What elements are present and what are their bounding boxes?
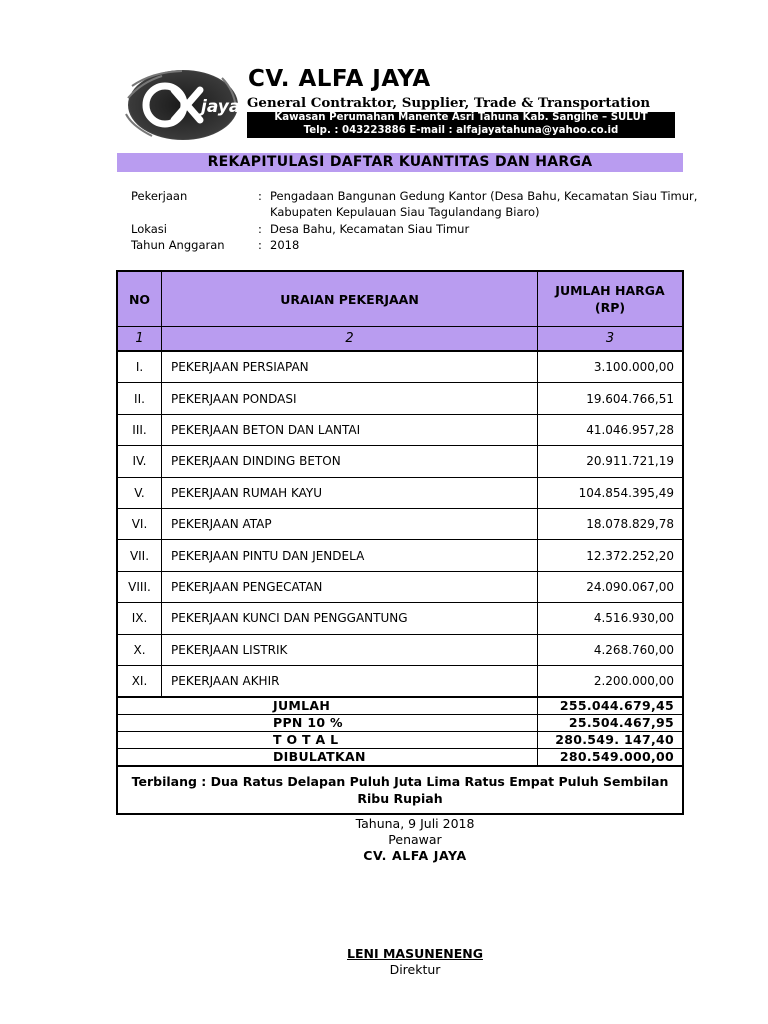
- signature-role: Penawar: [388, 832, 442, 847]
- header-no: NO: [118, 272, 162, 326]
- row-description: PEKERJAAN PENGECATAN: [162, 572, 538, 602]
- row-description: PEKERJAAN RUMAH KAYU: [162, 478, 538, 508]
- row-description: PEKERJAAN DINDING BETON: [162, 446, 538, 476]
- row-number: VI.: [118, 509, 162, 539]
- info-value-line: Pengadaan Bangunan Gedung Kantor (Desa Bahu, Kecamatan Siau Timur,: [270, 189, 698, 203]
- row-number: III.: [118, 415, 162, 445]
- row-amount: 104.854.395,49: [578, 485, 674, 500]
- info-colon: :: [258, 238, 262, 252]
- table-row: [118, 352, 682, 383]
- table-row: [118, 478, 682, 509]
- table-body: [118, 352, 682, 698]
- table-row: [118, 635, 682, 666]
- company-name: CV. ALFA JAYA: [248, 66, 431, 92]
- signature-place-date: Tahuna, 9 Juli 2018: [355, 816, 475, 831]
- summary-amount: 25.504.467,95: [568, 715, 674, 731]
- info-label: Lokasi: [131, 222, 167, 236]
- row-number: IV.: [118, 446, 162, 476]
- row-description: PEKERJAAN PINTU DAN JENDELA: [162, 540, 538, 570]
- summary-amount: 280.549. 147,40: [555, 732, 674, 748]
- info-row-pekerjaan: [131, 188, 698, 221]
- row-description: PEKERJAAN KUNCI DAN PENGGANTUNG: [162, 603, 538, 633]
- row-description: PEKERJAAN AKHIR: [162, 666, 538, 696]
- row-number: XI.: [118, 666, 162, 696]
- info-label: Tahun Anggaran: [131, 238, 225, 252]
- row-amount: 4.268.760,00: [593, 642, 674, 657]
- header-jumlah: [538, 272, 682, 326]
- signature-company: CV. ALFA JAYA: [363, 848, 467, 863]
- header-jumlah-line: (RP): [594, 300, 626, 315]
- summary-row: [118, 715, 682, 732]
- signatory-name: LENI MASUNENENG: [347, 946, 483, 961]
- table-row: [118, 509, 682, 540]
- row-amount: 12.372.252,20: [586, 548, 674, 563]
- summary-amount: 255.044.679,45: [559, 698, 674, 714]
- info-value: [270, 188, 698, 220]
- info-row-tahun: [131, 237, 691, 253]
- info-label: Pekerjaan: [131, 189, 188, 203]
- summary-row: [118, 698, 682, 715]
- row-number: IX.: [118, 603, 162, 633]
- summary-label: DIBULATKAN: [118, 749, 538, 765]
- table-row: [118, 572, 682, 603]
- address-line: Kawasan Perumahan Manente Asri Tahuna Kab. Sangihe – SULUT: [274, 112, 648, 123]
- row-amount: 24.090.067,00: [586, 579, 674, 594]
- column-numbers: [118, 327, 682, 352]
- row-description: PEKERJAAN PONDASI: [162, 383, 538, 413]
- signatory-title: Direktur: [389, 962, 441, 977]
- row-description: PEKERJAAN PERSIAPAN: [162, 352, 538, 382]
- summary-label: PPN 10 %: [118, 715, 538, 731]
- row-amount: 3.100.000,00: [593, 360, 674, 375]
- table-row: [118, 446, 682, 477]
- row-amount: 2.200.000,00: [593, 674, 674, 689]
- contact-line: Telp. : 043223886 E-mail : alfajayatahuna@yahoo.co.id: [303, 124, 619, 136]
- document-title: REKAPITULASI DAFTAR KUANTITAS DAN HARGA: [117, 153, 683, 172]
- summary-row: [118, 749, 682, 765]
- header-jumlah-line: JUMLAH HARGA: [555, 283, 665, 298]
- info-colon: :: [258, 189, 262, 203]
- header-uraian: URAIAN PEKERJAAN: [162, 272, 538, 326]
- table-row: [118, 603, 682, 634]
- row-description: PEKERJAAN LISTRIK: [162, 635, 538, 665]
- info-colon: :: [258, 222, 262, 236]
- table-row: [118, 666, 682, 696]
- summary-label: JUMLAH: [118, 698, 538, 714]
- column-number: 1: [118, 327, 162, 350]
- svg-text:jaya: jaya: [201, 97, 240, 117]
- info-row-lokasi: [131, 221, 691, 237]
- company-logo: [122, 68, 240, 142]
- table-row: [118, 415, 682, 446]
- table-row: [118, 540, 682, 571]
- row-description: PEKERJAAN BETON DAN LANTAI: [162, 415, 538, 445]
- company-tagline: General Contraktor, Supplier, Trade & Transportation: [247, 95, 651, 111]
- summary-row: [118, 732, 682, 749]
- row-number: X.: [118, 635, 162, 665]
- row-amount: 18.078.829,78: [586, 517, 674, 532]
- column-number: 3: [605, 331, 615, 346]
- table-header: [118, 272, 682, 327]
- table-summary: [118, 698, 682, 767]
- row-description: PEKERJAAN ATAP: [162, 509, 538, 539]
- row-number: V.: [118, 478, 162, 508]
- project-info: [131, 188, 698, 253]
- row-amount: 4.516.930,00: [593, 611, 674, 626]
- info-value: 2018: [270, 238, 300, 252]
- terbilang: Terbilang : Dua Ratus Delapan Puluh Juta Lima Ratus Empat Puluh Sembilan Ribu Rupiah: [131, 774, 669, 807]
- column-number: 2: [162, 327, 538, 350]
- row-amount: 41.046.957,28: [586, 422, 674, 437]
- info-value-line: Kabupaten Kepulauan Siau Tagulandang Biaro): [270, 205, 540, 219]
- cost-table: [116, 270, 684, 815]
- info-value: Desa Bahu, Kecamatan Siau Timur: [270, 222, 470, 236]
- table-row: [118, 383, 682, 414]
- row-number: I.: [118, 352, 162, 382]
- row-number: VII.: [118, 540, 162, 570]
- row-number: II.: [118, 383, 162, 413]
- summary-label: T O T A L: [118, 732, 538, 748]
- row-number: VIII.: [118, 572, 162, 602]
- row-amount: 20.911.721,19: [586, 454, 674, 469]
- address-bar: [247, 112, 675, 138]
- row-amount: 19.604.766,51: [586, 391, 674, 406]
- summary-amount: 280.549.000,00: [559, 749, 674, 765]
